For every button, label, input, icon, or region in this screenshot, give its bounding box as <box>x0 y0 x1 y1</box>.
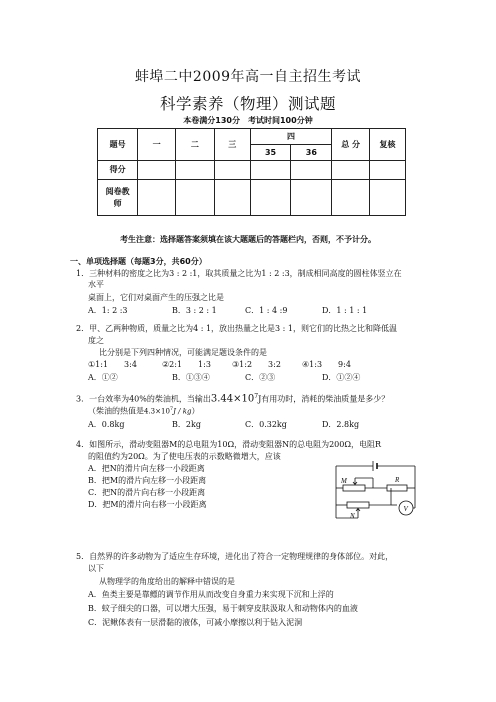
q1-line1: 1．三种材料的密度之比为3 : 2 :1，取其质量之比为1 : 2 :3，制成相同高度的圆柱体竖立在 <box>76 269 402 278</box>
score-cell[interactable] <box>291 161 332 180</box>
label-r: R <box>395 476 400 484</box>
score-cell[interactable] <box>214 161 250 180</box>
rheostat-m <box>343 485 365 491</box>
q2-option-d[interactable]: D．①②④ <box>322 373 361 382</box>
q4-line2: 的阻值约为20Ω。为了使电压表的示数略微增大，应该 <box>88 452 281 461</box>
score-cell[interactable] <box>176 161 215 180</box>
q4-option-d[interactable]: D．把M的滑片向右移一小段距离 <box>88 500 207 509</box>
q1-line3: 桌面上，它们对桌面产生的压强之比是 <box>88 293 224 302</box>
q3-line2-text-c: ） <box>191 406 200 416</box>
q3-option-b[interactable]: B．2kg <box>172 420 201 429</box>
exam-info: 本卷满分130分 考试时间100分钟 <box>183 116 313 125</box>
q2-line2: 度之 <box>88 336 104 345</box>
header-36: 36 <box>291 145 332 161</box>
q2-choice-3: ③1:2 3:2 <box>232 360 281 369</box>
q3-line1-text-a: 3．一台效率为40%的柴油机，当输出 <box>76 394 211 404</box>
resistor-r <box>387 485 407 491</box>
q4-option-b[interactable]: B．把M的滑片向左移一小段距离 <box>88 476 207 485</box>
q4-line1: 4．如图所示，滑动变阻器M的总电阻为10Ω，滑动变阻器N的总电阻为200Ω，电阻R <box>76 440 382 449</box>
score-cell[interactable] <box>370 161 406 180</box>
score-table <box>97 128 406 216</box>
q3-energy-exponent: 7 <box>254 393 259 400</box>
q5-option-b[interactable]: B．蚊子细尖的口器，可以增大压强，易于刺穿皮肤汲取人和动物体内的血液 <box>88 604 358 613</box>
circuit-diagram <box>333 458 423 530</box>
section-heading: 一、单项选择题（每题3分，共60分） <box>70 257 207 266</box>
row-defen-label: 得分 <box>98 161 138 180</box>
q5-option-a[interactable]: A．鱼类主要是靠鳔的调节作用从而改变自身重力来实现下沉和上浮的 <box>88 590 334 599</box>
q4-option-a[interactable]: A．把N的滑片向左移一小段距离 <box>88 464 205 473</box>
score-cell[interactable] <box>138 161 176 180</box>
q5-line1: 5．自然界的许多动物为了适应生存环境，进化出了符合一定物理规律的身体部位。对此， <box>76 552 394 561</box>
q3-line2-text-a: （柴油的热值是 <box>88 406 144 416</box>
grader-cell[interactable] <box>291 180 332 216</box>
exam-title: 蚌埠二中2009年高一自主招生考试 <box>134 69 362 85</box>
q3-heat-unit: J / kg <box>173 407 192 416</box>
q2-choice-1: ①1:1 3:4 <box>88 360 137 369</box>
exam-notice: 考生注意：选择题答案须填在该大题题后的答题栏内，否则，不予计分。 <box>120 235 376 244</box>
header-fuhe: 复核 <box>370 129 406 161</box>
q1-option-a[interactable]: A．1: 2 :3 <box>88 306 128 315</box>
label-m: M <box>341 477 347 485</box>
q3-heat-value: 4.3×10 <box>144 407 170 416</box>
score-cell[interactable] <box>250 161 291 180</box>
q2-line1: 2．甲、乙两种物质，质量之比为4 : 1，放出热量之比是3 : 1，则它们的比热之比和降低温 <box>76 324 398 333</box>
grader-cell[interactable] <box>370 180 406 216</box>
grader-cell[interactable] <box>332 180 370 216</box>
q3-line2 <box>88 404 199 418</box>
q2-option-c[interactable]: C．②③ <box>245 373 276 382</box>
q3-line1 <box>76 391 389 405</box>
q3-option-a[interactable]: A．0.8kg <box>88 420 125 429</box>
q3-energy-value: 3.44×10 <box>210 393 255 405</box>
rheostat-n <box>347 502 369 508</box>
score-cell[interactable] <box>332 161 370 180</box>
q1-option-b[interactable]: B．3 : 2 : 1 <box>172 306 217 315</box>
q5-line2: 以下 <box>88 564 104 573</box>
q1-option-c[interactable]: C．1 : 4 :9 <box>245 306 288 315</box>
q2-choice-2: ②2:1 1:3 <box>162 360 211 369</box>
q3-heat-exponent: 7 <box>169 406 174 412</box>
label-n: N <box>350 512 355 520</box>
header-san: 三 <box>214 129 250 161</box>
header-zongfen: 总 分 <box>332 129 370 161</box>
grader-cell[interactable] <box>176 180 215 216</box>
grader-cell[interactable] <box>138 180 176 216</box>
header-35: 35 <box>250 145 291 161</box>
exam-subtitle: 科学素养（物理）测试题 <box>159 95 336 113</box>
q1-line2: 水平 <box>88 280 104 289</box>
header-yi: 一 <box>138 129 176 161</box>
q5-option-c[interactable]: C．泥鳅体表有一层滑黏的液体，可减小摩擦以利于钻入泥洞 <box>88 618 303 627</box>
grader-cell[interactable] <box>214 180 250 216</box>
q3-option-d[interactable]: D．2.8kg <box>322 420 360 429</box>
header-si: 四 <box>250 129 332 145</box>
q3-option-c[interactable]: C．0.32kg <box>245 420 287 429</box>
q5-line3: 从物理学的角度给出的解释中错误的是 <box>99 577 235 586</box>
row-yuejuan-label: 阅卷教师 <box>98 180 138 216</box>
q3-line1-text-b: J有用功时，消耗的柴油质量是多少？ <box>258 394 390 404</box>
q2-choice-4: ④1:3 9:4 <box>302 360 351 369</box>
header-er: 二 <box>176 129 215 161</box>
q2-option-a[interactable]: A．①② <box>88 373 118 382</box>
q2-option-b[interactable]: B．①③④ <box>172 373 210 382</box>
q4-option-c[interactable]: C．把N的滑片向右移一小段距离 <box>88 488 206 497</box>
q1-option-d[interactable]: D．1 : 1 : 1 <box>322 306 368 315</box>
header-tihao: 题号 <box>98 129 138 161</box>
label-v: V <box>403 505 408 513</box>
q2-line3: 比分别是下列四种情况，可能满足题设条件的是 <box>99 348 267 357</box>
grader-cell[interactable] <box>250 180 291 216</box>
